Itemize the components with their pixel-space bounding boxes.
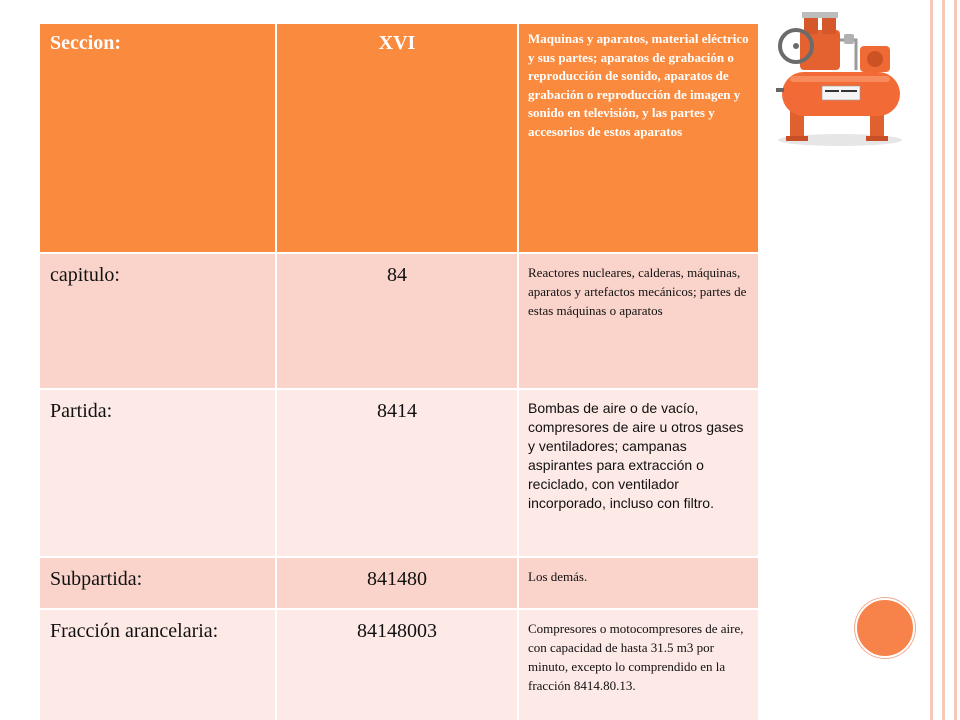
row-value: 841480 <box>276 557 518 609</box>
table-row-seccion <box>39 23 759 253</box>
row-label: Partida: <box>39 389 276 557</box>
air-compressor-photo <box>760 0 918 162</box>
row-description: Compresores o motocompresores de aire, con capacidad de hasta 31.5 m3 por minuto, excepto lo comprendido en la fracción 8414.80.13. <box>518 609 759 720</box>
slide-border-decoration <box>918 0 960 720</box>
table-row-partida <box>39 389 759 557</box>
decorative-circle <box>855 598 915 658</box>
table-row-capitulo <box>39 253 759 389</box>
row-description: Reactores nucleares, calderas, máquinas, aparatos y artefactos mecánicos; partes de estas máquinas o aparatos <box>518 253 759 389</box>
table-row-fraccion <box>39 609 759 720</box>
row-description: Bombas de aire o de vacío, compresores de aire u otros gases y ventiladores; campanas aspirantes para extracción o reciclado, con ventilador incorporado, incluso con filtro. <box>518 389 759 557</box>
row-label: capitulo: <box>39 253 276 389</box>
table-row-subpartida <box>39 557 759 609</box>
tariff-classification-table <box>38 22 760 720</box>
row-label: Fracción arancelaria: <box>39 609 276 720</box>
air-compressor-icon <box>760 0 918 162</box>
row-value: 84148003 <box>276 609 518 720</box>
row-label: Seccion: <box>39 23 276 253</box>
row-description: Los demás. <box>518 557 759 609</box>
row-value: XVI <box>276 23 518 253</box>
row-label: Subpartida: <box>39 557 276 609</box>
row-value: 8414 <box>276 389 518 557</box>
row-value: 84 <box>276 253 518 389</box>
row-description: Maquinas y aparatos, material eléctrico y sus partes; aparatos de grabación o reproducción de sonido, aparatos de grabación o reproducción de imagen y sonido en televisión, y las partes y accesorios de estos aparatos <box>518 23 759 253</box>
